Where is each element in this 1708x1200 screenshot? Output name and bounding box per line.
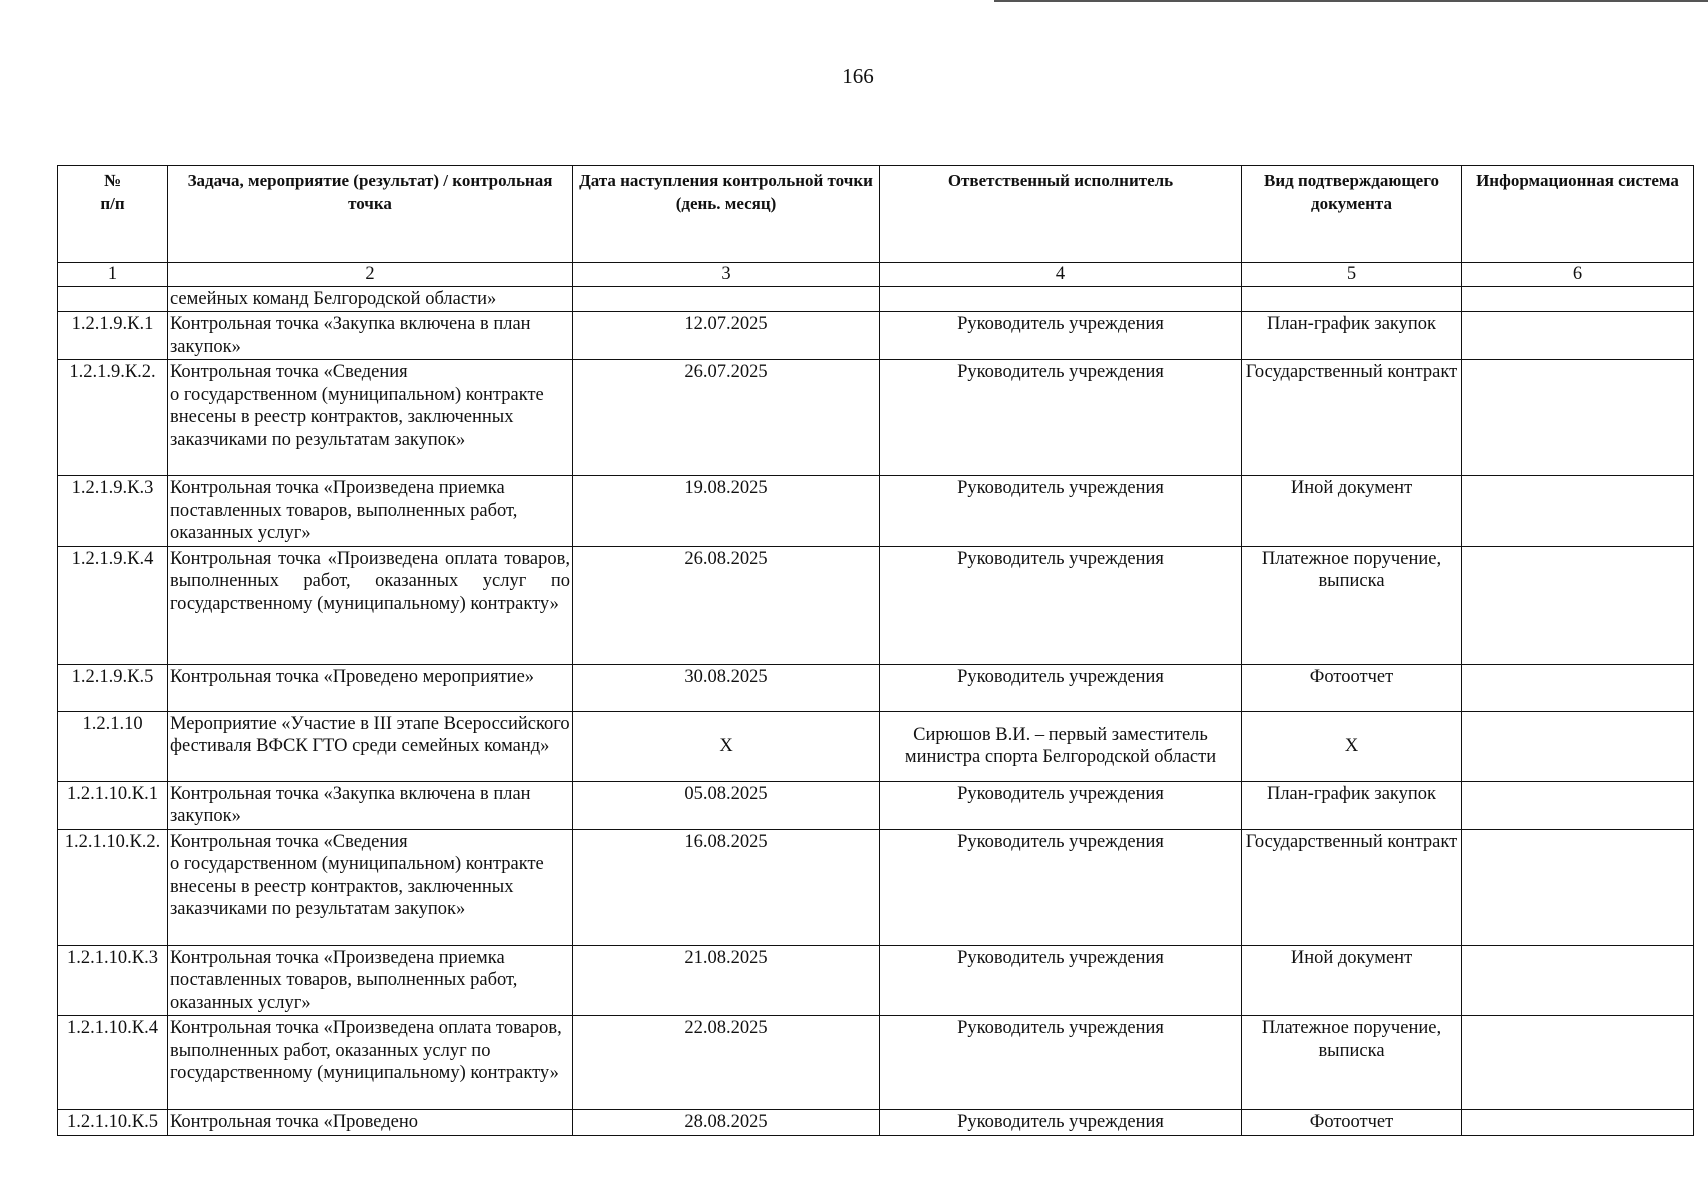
page-number: 166 bbox=[842, 64, 874, 88]
row-task: семейных команд Белгородской области» bbox=[168, 286, 573, 312]
row-number: 1.2.1.9.К.1 bbox=[58, 312, 168, 360]
row-executor: Руководитель учреждения bbox=[880, 360, 1242, 476]
row-task: Мероприятие «Участие в III этапе Всероссийского фестиваля ВФСК ГТО среди семейных команд» bbox=[168, 711, 573, 781]
row-number: 1.2.1.10.К.1 bbox=[58, 781, 168, 829]
row-system bbox=[1462, 546, 1694, 664]
row-number: 1.2.1.10.К.2. bbox=[58, 829, 168, 945]
row-system bbox=[1462, 1016, 1694, 1110]
row-number: 1.2.1.10.К.3 bbox=[58, 945, 168, 1016]
table-row bbox=[58, 829, 1694, 945]
row-executor: Руководитель учреждения bbox=[880, 945, 1242, 1016]
row-system bbox=[1462, 360, 1694, 476]
row-system bbox=[1462, 286, 1694, 312]
row-number: 1.2.1.9.К.5 bbox=[58, 664, 168, 711]
column-number: 1 bbox=[58, 263, 168, 287]
row-date: 28.08.2025 bbox=[573, 1110, 880, 1136]
row-document: Платежное поручение, выписка bbox=[1242, 1016, 1462, 1110]
table-row bbox=[58, 781, 1694, 829]
row-number bbox=[58, 286, 168, 312]
row-document: Платежное поручение, выписка bbox=[1242, 546, 1462, 664]
column-number: 6 bbox=[1462, 263, 1694, 287]
row-executor: Руководитель учреждения bbox=[880, 546, 1242, 664]
row-task: Контрольная точка «Произведена приемка поставленных товаров, выполненных работ, оказанных услуг» bbox=[168, 945, 573, 1016]
row-date: 05.08.2025 bbox=[573, 781, 880, 829]
column-number: 2 bbox=[168, 263, 573, 287]
row-date: 26.07.2025 bbox=[573, 360, 880, 476]
row-number: 1.2.1.10 bbox=[58, 711, 168, 781]
row-date: 12.07.2025 bbox=[573, 312, 880, 360]
table-row bbox=[58, 360, 1694, 476]
row-task: Контрольная точка «Произведена оплата товаров, выполненных работ, оказанных услуг по государственному (муниципальному) контракту» bbox=[168, 546, 573, 664]
row-task: Контрольная точка «Сведения о государственном (муниципальном) контракте внесены в реестр контрактов, заключенных заказчиками по результатам закупок» bbox=[168, 360, 573, 476]
row-system bbox=[1462, 1110, 1694, 1136]
row-date bbox=[573, 286, 880, 312]
table-row bbox=[58, 945, 1694, 1016]
row-document: Иной документ bbox=[1242, 476, 1462, 547]
row-task: Контрольная точка «Произведена приемка поставленных товаров, выполненных работ, оказанных услуг» bbox=[168, 476, 573, 547]
table-row bbox=[58, 1110, 1694, 1136]
row-number: 1.2.1.9.К.2. bbox=[58, 360, 168, 476]
row-document: Иной документ bbox=[1242, 945, 1462, 1016]
row-number: 1.2.1.9.К.4 bbox=[58, 546, 168, 664]
table-row bbox=[58, 286, 1694, 312]
row-task: Контрольная точка «Произведена оплата товаров, выполненных работ, оказанных услуг по государственному (муниципальному) контракту» bbox=[168, 1016, 573, 1110]
column-number: 4 bbox=[880, 263, 1242, 287]
row-date: 22.08.2025 bbox=[573, 1016, 880, 1110]
table-header-row bbox=[58, 166, 1694, 263]
row-task: Контрольная точка «Сведения о государственном (муниципальном) контракте внесены в реестр контрактов, заключенных заказчиками по результатам закупок» bbox=[168, 829, 573, 945]
table-row bbox=[58, 1016, 1694, 1110]
row-document: Фотоотчет bbox=[1242, 1110, 1462, 1136]
row-number: 1.2.1.9.К.3 bbox=[58, 476, 168, 547]
row-system bbox=[1462, 829, 1694, 945]
row-task: Контрольная точка «Проведено bbox=[168, 1110, 573, 1136]
header-number: № п/п bbox=[58, 166, 168, 263]
row-system bbox=[1462, 945, 1694, 1016]
row-system bbox=[1462, 781, 1694, 829]
row-date: 26.08.2025 bbox=[573, 546, 880, 664]
row-executor: Руководитель учреждения bbox=[880, 829, 1242, 945]
table-row bbox=[58, 546, 1694, 664]
row-task: Контрольная точка «Закупка включена в план закупок» bbox=[168, 781, 573, 829]
column-number: 3 bbox=[573, 263, 880, 287]
row-system bbox=[1462, 711, 1694, 781]
row-date: 19.08.2025 bbox=[573, 476, 880, 547]
row-executor: Руководитель учреждения bbox=[880, 664, 1242, 711]
row-date: 21.08.2025 bbox=[573, 945, 880, 1016]
row-task: Контрольная точка «Проведено мероприятие» bbox=[168, 664, 573, 711]
row-document bbox=[1242, 286, 1462, 312]
row-document: Государственный контракт bbox=[1242, 829, 1462, 945]
control-points-table bbox=[57, 165, 1694, 1136]
row-number: 1.2.1.10.К.4 bbox=[58, 1016, 168, 1110]
header-task: Задача, мероприятие (результат) / контрольная точка bbox=[168, 166, 573, 263]
row-executor: Руководитель учреждения bbox=[880, 312, 1242, 360]
row-date: 30.08.2025 bbox=[573, 664, 880, 711]
column-number-row bbox=[58, 263, 1694, 287]
row-executor: Руководитель учреждения bbox=[880, 476, 1242, 547]
top-border-line bbox=[994, 0, 1708, 2]
row-date: Х bbox=[573, 711, 880, 781]
row-executor bbox=[880, 286, 1242, 312]
column-number: 5 bbox=[1242, 263, 1462, 287]
row-system bbox=[1462, 664, 1694, 711]
row-executor: Сирюшов В.И. – первый заместитель министра спорта Белгородской области bbox=[880, 711, 1242, 781]
header-executor: Ответственный исполнитель bbox=[880, 166, 1242, 263]
row-executor: Руководитель учреждения bbox=[880, 1016, 1242, 1110]
row-system bbox=[1462, 312, 1694, 360]
row-date: 16.08.2025 bbox=[573, 829, 880, 945]
row-system bbox=[1462, 476, 1694, 547]
row-executor: Руководитель учреждения bbox=[880, 1110, 1242, 1136]
header-document: Вид подтверждающего документа bbox=[1242, 166, 1462, 263]
row-document: Фотоотчет bbox=[1242, 664, 1462, 711]
row-executor: Руководитель учреждения bbox=[880, 781, 1242, 829]
row-document: Государственный контракт bbox=[1242, 360, 1462, 476]
table-row bbox=[58, 476, 1694, 547]
header-date: Дата наступления контрольной точки (день. месяц) bbox=[573, 166, 880, 263]
header-system: Информационная система bbox=[1462, 166, 1694, 263]
table-row bbox=[58, 711, 1694, 781]
table-row bbox=[58, 664, 1694, 711]
table-row bbox=[58, 312, 1694, 360]
row-number: 1.2.1.10.К.5 bbox=[58, 1110, 168, 1136]
row-document: План-график закупок bbox=[1242, 312, 1462, 360]
row-document: Х bbox=[1242, 711, 1462, 781]
row-task: Контрольная точка «Закупка включена в план закупок» bbox=[168, 312, 573, 360]
row-document: План-график закупок bbox=[1242, 781, 1462, 829]
